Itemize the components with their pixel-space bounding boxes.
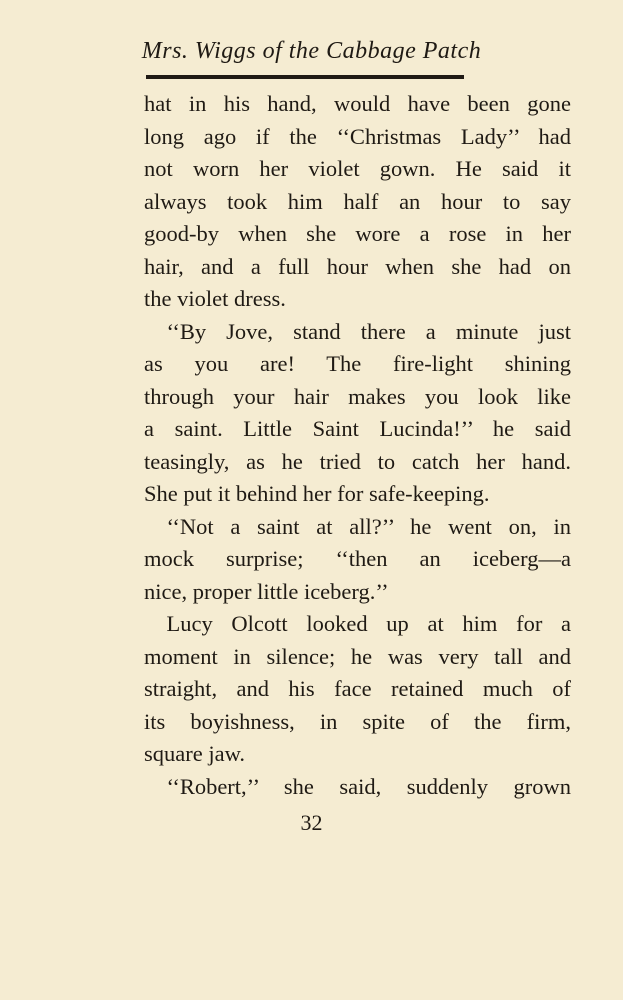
text-line: long ago if the ‘‘Christmas Lady’’ had [144, 123, 571, 149]
page-number: 32 [300, 810, 323, 835]
text-line: good-by when she wore a rose in her [144, 221, 571, 246]
text-line: hat in his hand, would have been gone [144, 91, 571, 116]
text-line: through your hair makes you look like [144, 383, 571, 409]
text-line: always took him half an hour to say [144, 188, 571, 214]
header-rule [146, 75, 464, 79]
text-line: straight, and his face retained much of [144, 676, 571, 701]
text-line: hair, and a full hour when she had on [144, 253, 571, 279]
text-line: as you are! The fire-light shining [144, 351, 571, 376]
text-line: She put it behind her for safe-keeping. [144, 481, 490, 506]
body-text [144, 88, 571, 803]
text-line: ‘‘By Jove, stand there a minute just [144, 318, 571, 344]
text-line: ‘‘Robert,’’ she said, suddenly grown [144, 773, 571, 799]
text-line: teasingly, as he tried to catch her hand. [144, 448, 571, 474]
text-line: ‘‘Not a saint at all?’’ he went on, in [144, 513, 571, 539]
text-line: nice, proper little iceberg.’’ [144, 578, 389, 604]
text-line: its boyishness, in spite of the firm, [144, 708, 571, 734]
text-line: not worn her violet gown. He said it [144, 156, 571, 181]
text-line: a saint. Little Saint Lucinda!’’ he said [144, 416, 571, 441]
text-line: Lucy Olcott looked up at him for a [144, 611, 571, 636]
text-line: moment in silence; he was very tall and [144, 643, 571, 669]
text-line: the violet dress. [144, 286, 286, 311]
text-line: mock surprise; ‘‘then an iceberg—a [144, 546, 571, 571]
running-head: Mrs. Wiggs of the Cabbage Patch [141, 38, 482, 64]
text-line: square jaw. [144, 741, 245, 766]
